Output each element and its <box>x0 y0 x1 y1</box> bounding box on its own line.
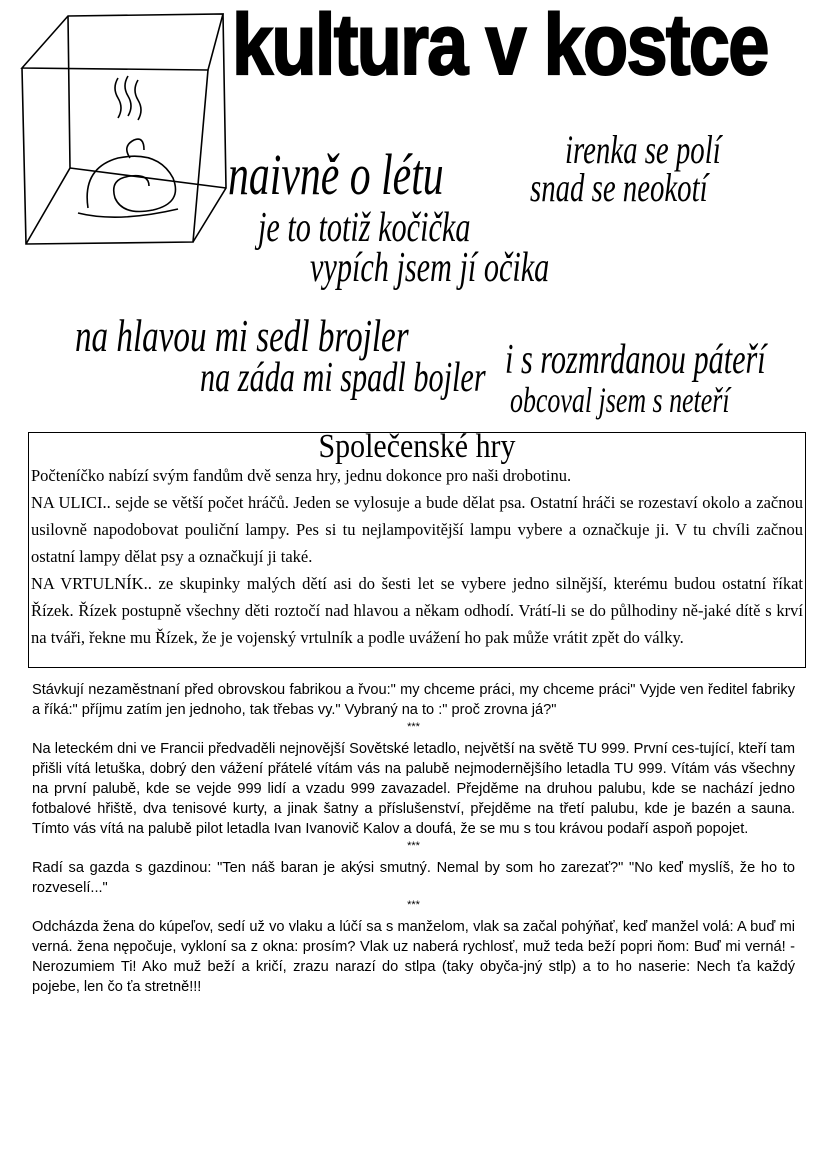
joke: Odcházda žena do kúpeľov, sedí už vo vlaku a lúčí sa s manželom, vlak sa začal pohýňať, keď manžel volá: A buď mi verná. žena nępočuje, vykloní sa z okna: prosím? Vlak uz naberá rychlosť, muž teda beží popri ňom: Buď mi verná! -Nerozumiem Ti! Ako muž beží a kričí, zrazu narazí do stlpa (taky obyča-jný stlp) a to ho naserie: Nech ťa každý pojebe, len čo ťa stretně!!! <box>32 919 795 995</box>
poem-line: obcoval jsem s neteří <box>510 380 730 420</box>
games-title: Společenské hry <box>318 428 516 465</box>
poem-line: na hlavou mi sedl brojler <box>75 310 409 361</box>
games-body <box>29 462 805 651</box>
jokes-section <box>32 680 795 997</box>
cube-snail-drawing <box>18 8 233 248</box>
poem-line: i s rozmrdanou páteří <box>505 337 766 383</box>
joke: Na leteckém dni ve Francii předvaděli nejnovější Sovětské letadlo, největší na světě TU 999. První ces-tující, kteří tam přišli vítá letuška, dobrý den vážení přátelé vítám vás na palubě nejmodernějšího letadla TU 999. Vítám vás všechny na první palubě, kde se vejde 999 lidí a vzadu 999 zavazadel. Přejděme na druhou palubu, kde se nachází jedno fotbalové hřiště, dva tenisové kurty, a jinak šatny a příslušenství, přejděme na třetí palubu, kde je bazén a sauna. Tímto vás vítá na palubě pilot letadla Ivan Ivanovič Kalov a doufá, že se mu s tou krávou podaří aspoň popojet. <box>32 741 796 837</box>
games-paragraph: Počteníčko nabízí svým fandům dvě senza hry, jednu dokonce pro naši drobotinu. <box>31 466 572 485</box>
games-paragraph: NA ULICI.. sejde se větší počet hráčů. Jeden se vylosuje a bude dělat psa. Ostatní hráči se rozestaví okolo a začnou usilovně napodobovat pouliční lampy. Pes si tu nejlampovitější lampu vybere a označkuje ji. V tu chvíli začnou ostatní lampy dělat psy a označkují ji také. <box>31 493 803 566</box>
games-box <box>28 428 806 668</box>
separator: *** <box>407 899 420 911</box>
poem-line: na záda mi spadl bojler <box>200 355 486 401</box>
games-paragraph: NA VRTULNÍK.. ze skupinky malých dětí asi do šesti let se vybere jedno silnější, kterému budou ostatní říkat Řízek. Řízek postupně všechny děti roztočí nad hlavou a někam odhodí. Vrátí-li se do půlhodiny ně-jaké dítě s krví na tváři, řekne mu Řízek, že je vojenský vrtulník a podle uvážení ho pak může vrátit zpět do války. <box>31 574 803 647</box>
joke: Stávkují nezaměstnaní před obrovskou fabrikou a řvou:" my chceme práci, my chceme práci" Vyjde ven ředitel fabriky a říká:" příjmu zatím jen jednoho, tak třebas vy." Vybraný na to :" proč zrovna já?" <box>32 682 795 718</box>
poem-line: snad se neokotí <box>530 165 708 210</box>
separator: *** <box>407 840 420 852</box>
poem-line: irenka se polí <box>565 127 721 172</box>
poem-line: je to totiž kočička <box>258 205 471 251</box>
joke: Radí sa gazda s gazdinou: "Ten náš baran je akýsi smutný. Nemal by som ho zarezať?" "No keď myslíš, že ho to rozveselí..." <box>32 860 795 896</box>
separator: *** <box>407 721 420 733</box>
poem-title: naivně o létu <box>228 142 444 207</box>
poem-line: vypích jsem jí očika <box>310 245 550 291</box>
page-title: kultura v kostce <box>232 0 768 93</box>
